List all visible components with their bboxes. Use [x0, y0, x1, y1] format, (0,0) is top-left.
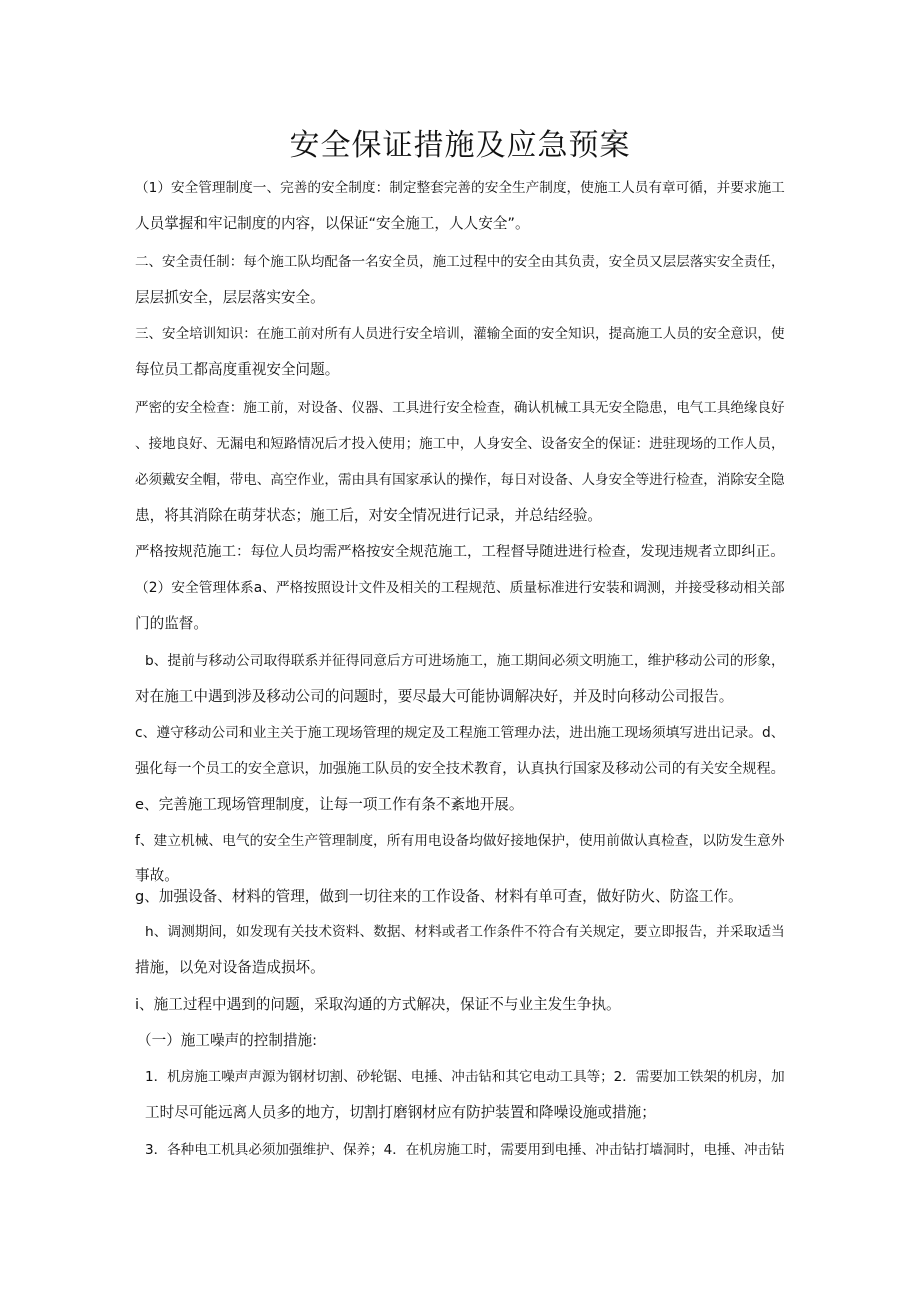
paragraph-line: 二、安全责任制：每个施工队均配备一名安全员，施工过程中的安全由其负责，安全员又层层落实安全责任，	[135, 254, 785, 270]
paragraph-line: 措施，以免对设备造成损坏。	[135, 959, 325, 976]
paragraph-line: 1．机房施工噪声声源为钢材切割、砂轮锯、电捶、冲击钻和其它电动工具等；2．需要加工铁架的机房，加	[145, 1069, 785, 1085]
paragraph-line: （2）安全管理体系a、严格按照设计文件及相关的工程规范、质量标准进行安装和调测，并接受移动相关部	[135, 580, 785, 596]
paragraph-line: b、提前与移动公司取得联系并征得同意后方可进场施工，施工期间必须文明施工，维护移动公司的形象，	[145, 653, 785, 669]
paragraph-line: 对在施工中遇到涉及移动公司的问题时，要尽最大可能协调解决好，并及时向移动公司报告。	[135, 688, 734, 705]
paragraph-line: g、加强设备、材料的管理，做到一切往来的工作设备、材料有单可查，做好防火、防盗工作。	[135, 888, 743, 905]
paragraph-line: 强化每一个员工的安全意识，加强施工队员的安全技术教育，认真执行国家及移动公司的有关安全规程。	[135, 761, 785, 777]
paragraph-line: h、调测期间，如发现有关技术资料、数据、材料或者工作条件不符合有关规定，要立即报告，并采取适当	[145, 924, 785, 940]
paragraph-line: c、遵守移动公司和业主关于施工现场管理的规定及工程施工管理办法，进出施工现场须填写进出记录。d、	[135, 725, 785, 741]
paragraph-line: 三、安全培训知识：在施工前对所有人员进行安全培训，灌输全面的安全知识，提高施工人员的安全意识，使	[135, 326, 785, 342]
paragraph-line: 严格按规范施工：每位人员均需严格按安全规范施工，工程督导随进进行检查，发现违规者立即纠正。	[135, 544, 785, 560]
paragraph-line: f、建立机械、电气的安全生产管理制度，所有用电设备均做好接地保护，使用前做认真检查，以防发生意外	[135, 833, 785, 849]
paragraph-line: 工时尽可能远离人员多的地方，切割打磨钢材应有防护装置和降噪设施或措施；	[145, 1104, 656, 1121]
paragraph-line: 3．各种电工机具必须加强维护、保养；4．在机房施工时，需要用到电捶、冲击钻打墙洞时，电捶、冲击钻	[145, 1142, 785, 1158]
paragraph-line: （一）施工噪声的控制措施:	[137, 1032, 318, 1049]
paragraph-line: 门的监督。	[135, 615, 208, 632]
paragraph-line: 必须戴安全帽，带电、高空作业，需由具有国家承认的操作，每日对设备、人身安全等进行检查，消除安全隐	[135, 472, 785, 488]
paragraph-line: i、施工过程中遇到的问题，采取沟通的方式解决，保证不与业主发生争执。	[135, 996, 621, 1013]
paragraph-line: 层层抓安全，层层落实安全。	[135, 289, 325, 306]
paragraph-line: 每位员工都高度重视安全问题。	[135, 361, 340, 378]
paragraph-line: 人员掌握和牢记制度的内容，以保证“安全施工，人人安全”。	[135, 215, 530, 232]
paragraph-line: 严密的安全检查：施工前，对设备、仪器、工具进行安全检查，确认机械工具无安全隐患，电气工具绝缘良好	[135, 400, 785, 416]
paragraph-line: 患，将其消除在萌芽状态；施工后，对安全情况进行记录，并总结经验。	[135, 507, 603, 524]
paragraph-line: 事故。	[135, 867, 179, 884]
paragraph-line: e、完善施工现场管理制度，让每一项工作有条不紊地开展。	[135, 796, 524, 813]
paragraph-line: （1）安全管理制度一、完善的安全制度：制定整套完善的安全生产制度，使施工人员有章可循，并要求施工	[135, 180, 785, 196]
document-title: 安全保证措施及应急预案	[289, 128, 631, 163]
paragraph-line: 、接地良好、无漏电和短路情况后才投入使用；施工中，人身安全、设备安全的保证：进驻现场的工作人员，	[135, 436, 785, 452]
